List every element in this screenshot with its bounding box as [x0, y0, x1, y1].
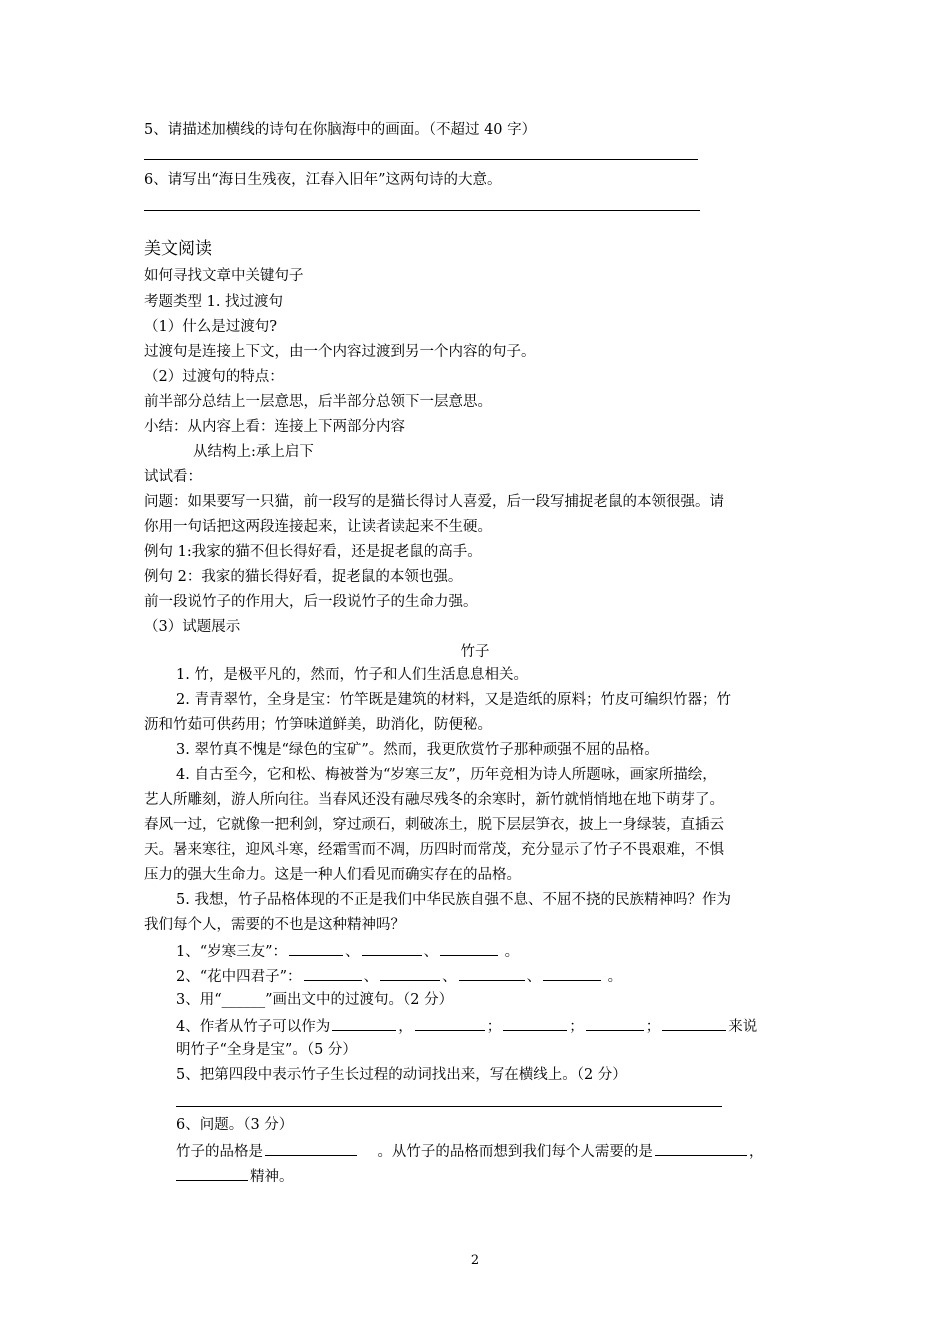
article-line: 2. 青青翠竹，全身是宝：竹竿既是建筑的材料，又是造纸的原料；竹皮可编织竹器；竹 — [176, 692, 731, 708]
answer-blank[interactable] — [380, 965, 440, 981]
question-2-label: 2、“花中四君子”： — [176, 969, 302, 985]
answer-blank[interactable] — [362, 940, 422, 956]
question-6-line1: 竹子的品格是 。从竹子的品格而想到我们每个人需要的是 ， — [176, 1140, 763, 1162]
text-line: 前一段说竹子的作用大，后一段说竹子的生命力强。 — [144, 594, 478, 610]
text-line: 过渡句是连接上下文，由一个内容过渡到另一个内容的句子。 — [144, 344, 536, 360]
text-line: 例句 1:我家的猫不但长得好看，还是捉老鼠的高手。 — [144, 544, 482, 560]
article-line: 1. 竹，是极平凡的，然而，竹子和人们生活息息相关。 — [176, 667, 528, 683]
section-heading: 美文阅读 — [144, 239, 212, 259]
answer-blank[interactable] — [543, 965, 601, 981]
answer-blank[interactable] — [304, 965, 362, 981]
answer-line — [144, 159, 698, 160]
text-line: 前半部分总结上一层意思，后半部分总领下一层意思。 — [144, 394, 492, 410]
text-line: （2）过渡句的特点： — [144, 369, 284, 385]
answer-blank[interactable] — [415, 1015, 485, 1031]
text-line: 小结：从内容上看：连接上下两部分内容 — [144, 419, 405, 435]
question-2: 2、“花中四君子”： 、 、 、 。 — [176, 965, 622, 987]
article-line: 3. 翠竹真不愧是“绿色的宝矿”。然而，我更欣赏竹子那种顽强不屈的品格。 — [176, 742, 659, 758]
text-line: 从结构上:承上启下 — [193, 444, 314, 460]
question-6: 6、问题。（3 分） — [176, 1117, 294, 1133]
answer-blank[interactable] — [459, 965, 525, 981]
question-5: 5、把第四段中表示竹子生长过程的动词找出来，写在横线上。（2 分） — [176, 1067, 627, 1083]
answer-line — [144, 210, 700, 211]
article-line: 艺人所雕刻，游人所向往。当春风还没有融尽残冬的余寒时，新竹就悄悄地在地下萌芽了。 — [144, 792, 724, 808]
answer-blank[interactable] — [332, 1015, 396, 1031]
answer-blank[interactable] — [289, 940, 343, 956]
article-line: 春风一过，它就像一把利剑，穿过顽石，刺破冻土，脱下层层笋衣，披上一身绿装，直插云 — [144, 817, 724, 833]
question-1: 1、“岁寒三友”： 、 、 。 — [176, 940, 519, 962]
article-line: 压力的强大生命力。这是一种人们看见而确实存在的品格。 — [144, 867, 521, 883]
question-6-meaning: 6、请写出“海日生残夜，江春入旧年”这两句诗的大意。 — [144, 172, 502, 188]
text-line: 例句 2：我家的猫长得好看，捉老鼠的本领也强。 — [144, 569, 463, 585]
answer-blank[interactable] — [586, 1015, 644, 1031]
section-subtitle: 如何寻找文章中关键句子 — [144, 268, 304, 284]
answer-blank[interactable] — [440, 940, 498, 956]
question-4-label: 4、作者从竹子可以作为 — [176, 1019, 331, 1035]
question-3: 3、用“______”画出文中的过渡句。（2 分） — [176, 992, 454, 1008]
text-line: （3）试题展示 — [144, 619, 241, 635]
answer-blank[interactable] — [655, 1140, 747, 1156]
question-type: 考题类型 1. 找过渡句 — [144, 294, 284, 310]
question-6-line2: 精神。 — [176, 1165, 294, 1187]
answer-blank[interactable] — [176, 1165, 248, 1181]
article-title: 竹子 — [460, 644, 490, 660]
article-line: 4. 自古至今，它和松、梅被誉为“岁寒三友”，历年竞相为诗人所题咏，画家所描绘， — [176, 767, 717, 783]
answer-blank[interactable] — [265, 1140, 357, 1156]
answer-line[interactable] — [176, 1106, 722, 1107]
article-line: 我们每个人，需要的不也是这种精神吗？ — [144, 917, 405, 933]
text-line: 试试看： — [144, 469, 202, 485]
answer-blank[interactable] — [662, 1015, 726, 1031]
question-1-label: 1、“岁寒三友”： — [176, 944, 288, 960]
article-line: 沥和竹茹可供药用；竹笋味道鲜美，助消化，防便秘。 — [144, 717, 492, 733]
question-4: 4、作者从竹子可以作为 ， ； ； ； 来说 — [176, 1015, 757, 1037]
answer-blank[interactable] — [503, 1015, 567, 1031]
question-4-line2: 明竹子“全身是宝”。（5 分） — [176, 1042, 357, 1058]
question-5-describe: 5、请描述加横线的诗句在你脑海中的画面。（不超过 40 字） — [144, 122, 537, 138]
article-line: 5. 我想，竹子品格体现的不正是我们中华民族自强不息、不屈不挠的民族精神吗？作为 — [176, 892, 731, 908]
text-line: 问题：如果要写一只猫，前一段写的是猫长得讨人喜爱，后一段写捕捉老鼠的本领很强。请 — [144, 494, 724, 510]
text-line: （1）什么是过渡句? — [144, 319, 277, 335]
page-number: 2 — [470, 1253, 480, 1268]
article-line: 天。暑来寒往，迎风斗寒，经霜雪而不凋，历四时而常茂，充分显示了竹子不畏艰难，不惧 — [144, 842, 724, 858]
text-line: 你用一句话把这两段连接起来，让读者读起来不生硬。 — [144, 519, 492, 535]
